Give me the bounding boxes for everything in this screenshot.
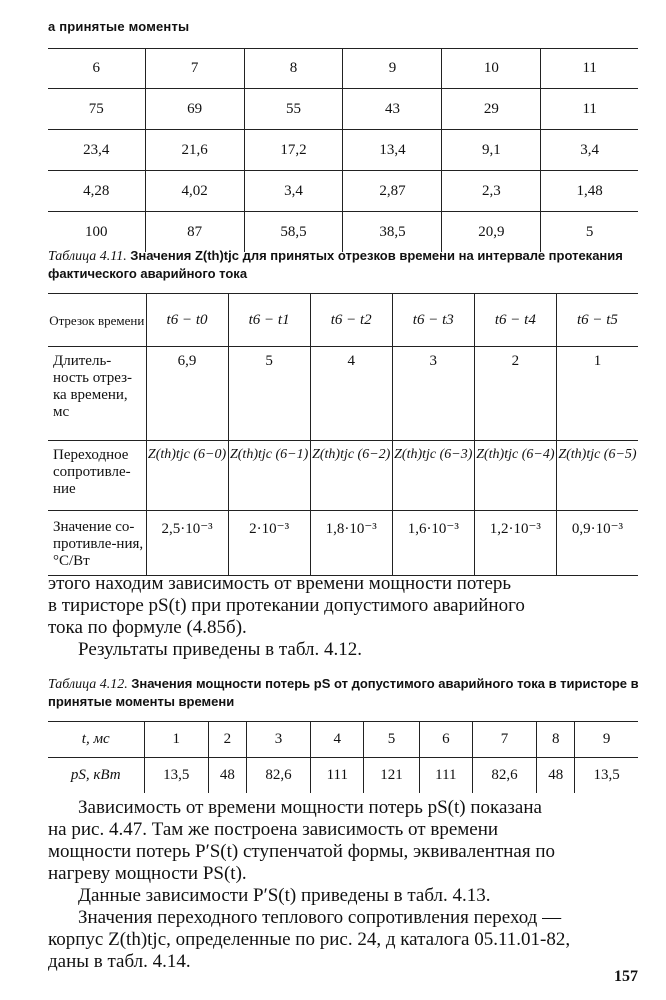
table-row: [48, 347, 638, 441]
text-line: Данные зависимости P′S(t) приведены в табл. 4.13.: [78, 885, 491, 906]
table-cell: 13,5: [575, 758, 638, 794]
table-cell: 7: [472, 722, 536, 758]
table-cell: 7: [145, 49, 244, 89]
table-cell: Z(th)tjc (6−4): [474, 441, 556, 511]
table-cell: 6: [48, 49, 145, 89]
table-cell: 2,87: [343, 171, 442, 212]
text-line: Значения переходного теплового сопротивления переход —: [78, 907, 562, 928]
table-4-12-caption: [48, 675, 643, 711]
text-line: тока по формуле (4.85б).: [48, 617, 247, 638]
table-4-12-label: Таблица 4.12.: [48, 677, 128, 692]
text-line: Результаты приведены в табл. 4.12.: [78, 639, 362, 660]
table-cell: 8: [537, 722, 575, 758]
table-header-cell: t6 − t4: [474, 294, 556, 347]
table-header-cell: Отрезок времени: [48, 294, 146, 347]
table-cell: 9: [575, 722, 638, 758]
table-header-cell: t6 − t1: [228, 294, 310, 347]
table-cell: 0,9·10⁻³: [556, 511, 638, 576]
table-cell: 4: [310, 347, 392, 441]
table-cell: 21,6: [145, 130, 244, 171]
table-cell: Z(th)tjc (6−5): [556, 441, 638, 511]
table-cell: 20,9: [442, 212, 541, 253]
text-line: даны в табл. 4.14.: [48, 951, 191, 972]
text-line: Зависимость от времени мощности потерь pS(t) показана: [78, 797, 542, 818]
table-4-11-label: Таблица 4.11.: [48, 249, 127, 264]
table-4-11-caption-text: Значения Z(th)tjc для принятых отрезков времени на интервале протекания фактического аварийного тока: [48, 248, 623, 281]
table-cell: 9: [343, 49, 442, 89]
table-4-11: [48, 293, 638, 576]
table-cell: 38,5: [343, 212, 442, 253]
table-4-12: [48, 721, 638, 793]
paragraph: [48, 573, 640, 661]
paragraph: [48, 797, 640, 973]
table-cell: 2,3: [442, 171, 541, 212]
table-4-11-caption: [48, 247, 643, 283]
table-cell: 2·10⁻³: [228, 511, 310, 576]
row-label: t, мс: [48, 722, 144, 758]
table-cell: 2: [208, 722, 246, 758]
table-cell: 11: [541, 89, 638, 130]
table-cell: 48: [537, 758, 575, 794]
text-line: мощности потерь P′S(t) ступенчатой формы, эквивалентная по: [48, 841, 556, 862]
table-cell: 17,2: [244, 130, 343, 171]
top-table: [48, 48, 638, 252]
table-cell: 4: [311, 722, 364, 758]
table-row: [48, 758, 638, 794]
table-cell: 23,4: [48, 130, 145, 171]
table-cell: 100: [85, 223, 108, 240]
page-number: 157: [614, 968, 638, 985]
table-header-cell: t6 − t2: [310, 294, 392, 347]
table-header-row: [48, 722, 638, 758]
table-cell: 1: [556, 347, 638, 441]
table-cell: 1,8·10⁻³: [310, 511, 392, 576]
table-cell: 6,9: [146, 347, 228, 441]
table-row: [48, 89, 638, 130]
row-label: Длитель-ность отрез-ка времени, мс: [48, 347, 146, 441]
table-cell: 13,4: [343, 130, 442, 171]
table-cell: Z(th)tjc (6−2): [310, 441, 392, 511]
table-cell: 29: [442, 89, 541, 130]
table-cell: 9,1: [442, 130, 541, 171]
table-cell: 13,5: [144, 758, 208, 794]
table-header-cell: t6 − t0: [146, 294, 228, 347]
table-cell: Z(th)tjc (6−3): [392, 441, 474, 511]
table-cell: 75: [48, 89, 145, 130]
table-cell: 3,4: [244, 171, 343, 212]
row-label: pS, кВт: [70, 767, 121, 783]
row-label: Значение со-противле-ния, °С/Вт: [48, 511, 146, 576]
table-cell: 4,02: [145, 171, 244, 212]
table-cell: Z(th)tjc (6−1): [228, 441, 310, 511]
table-row: [48, 212, 638, 253]
table-cell: 3: [246, 722, 310, 758]
table-cell: 6: [419, 722, 472, 758]
table-row: [48, 130, 638, 171]
table-cell: 4,28: [48, 171, 145, 212]
table-cell: 111: [311, 758, 364, 794]
table-4-12-caption-text: Значения мощности потерь pS от допустимого аварийного тока в тиристоре в принятые моменты времени: [48, 676, 639, 709]
table-row: [48, 441, 638, 511]
text-line: в тиристоре pS(t) при протекании допустимого аварийного: [48, 595, 525, 616]
table-cell: 1,6·10⁻³: [392, 511, 474, 576]
text-line: этого находим зависимость от времени мощности потерь: [48, 573, 512, 594]
table-cell: 48: [208, 758, 246, 794]
table-header-row: [48, 294, 638, 347]
table-header-cell: t6 − t5: [556, 294, 638, 347]
top-table-caption: а принятые моменты: [48, 19, 190, 34]
table-cell: 82,6: [472, 758, 536, 794]
table-header-row: [48, 49, 638, 89]
table-cell: 2,5·10⁻³: [146, 511, 228, 576]
table-cell: 3,4: [541, 130, 638, 171]
row-label: Переходное сопротивле-ние: [48, 441, 146, 511]
table-cell: 5: [541, 212, 638, 253]
table-cell: 1,48: [541, 171, 638, 212]
table-cell: 87: [145, 212, 244, 253]
table-cell: 2: [474, 347, 556, 441]
table-cell: 55: [244, 89, 343, 130]
table-cell: 3: [392, 347, 474, 441]
table-row: [48, 171, 638, 212]
table-cell: 82,6: [246, 758, 310, 794]
table-cell: 111: [419, 758, 472, 794]
table-cell: 5: [364, 722, 420, 758]
text-line: на рис. 4.47. Там же построена зависимость от времени: [48, 819, 499, 840]
table-cell: 11: [541, 49, 638, 89]
table-cell: 8: [244, 49, 343, 89]
table-cell: 1,2·10⁻³: [474, 511, 556, 576]
table-cell: 10: [442, 49, 541, 89]
table-cell: 43: [343, 89, 442, 130]
table-cell: 69: [145, 89, 244, 130]
table-header-cell: t6 − t3: [392, 294, 474, 347]
table-cell: 121: [364, 758, 420, 794]
text-line: нагреву мощности PS(t).: [48, 863, 247, 884]
table-cell: 1: [144, 722, 208, 758]
table-cell: 58,5: [244, 212, 343, 253]
table-cell: Z(th)tjc (6−0): [146, 441, 228, 511]
text-line: корпус Z(th)tjc, определенные по рис. 24, д каталога 05.11.01-82,: [48, 929, 571, 950]
table-cell: 5: [228, 347, 310, 441]
table-row: [48, 511, 638, 576]
